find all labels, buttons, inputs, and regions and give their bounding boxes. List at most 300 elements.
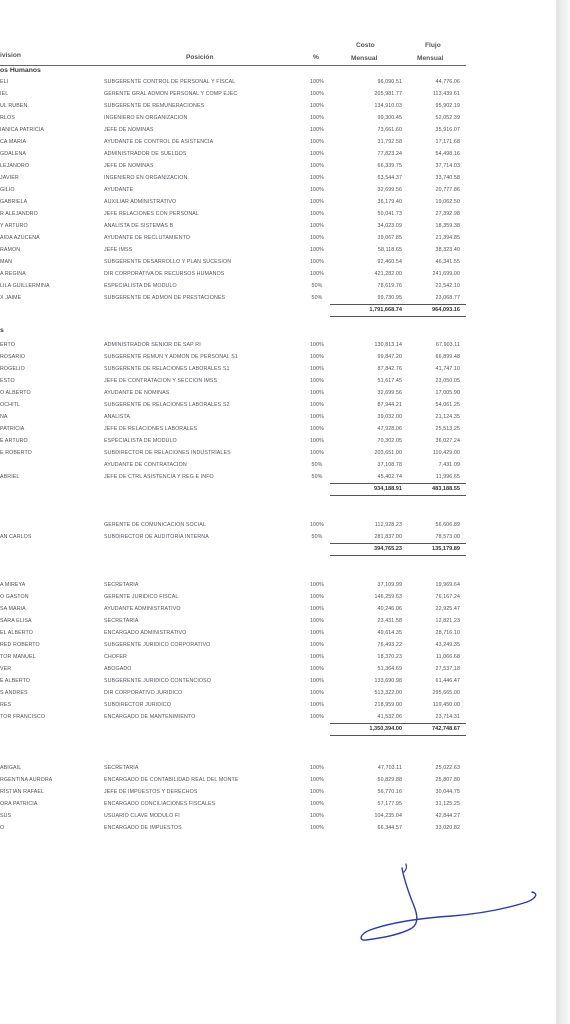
monthly-cost: 92,460.54 xyxy=(377,259,402,265)
employee-name: SARA ELISA xyxy=(0,618,32,624)
position-title: ANALISTA DE SISTEMAS B xyxy=(104,223,174,229)
monthly-cost: 58,118.65 xyxy=(377,247,402,253)
monthly-cost: 39,032.00 xyxy=(377,414,402,420)
table-row xyxy=(0,823,470,834)
employee-name: RISTIAN RAFAEL xyxy=(0,789,45,795)
monthly-cost: 218,959.00 xyxy=(374,702,402,708)
employee-name: E ROBERTO xyxy=(0,450,32,456)
position-title: GERENTE JURIDICO FISCAL xyxy=(104,594,179,600)
percent-cell: 100% xyxy=(310,91,324,97)
percent-cell: 100% xyxy=(310,777,324,783)
position-title: AYUDANTE DE NOMINAS xyxy=(104,390,170,396)
table-row xyxy=(0,448,470,459)
employee-name: JAVIER xyxy=(0,175,19,181)
subtotal-rule xyxy=(330,483,466,484)
table-row xyxy=(0,763,470,774)
position-title: GERENTE DE COMUNICACION SOCIAL xyxy=(104,522,206,528)
percent-cell: 100% xyxy=(310,187,324,193)
employee-name: RED ROBERTO xyxy=(0,642,40,648)
monthly-cost: 78,619.76 xyxy=(377,283,402,289)
percent-cell: 100% xyxy=(310,594,324,600)
table-row xyxy=(0,125,470,136)
table-row xyxy=(0,269,470,280)
percent-cell: 100% xyxy=(310,801,324,807)
table-row xyxy=(0,77,470,88)
subtotal-rule xyxy=(330,543,466,544)
percent-cell: 100% xyxy=(310,414,324,420)
position-title: JEFE DE RELACIONES LABORALES xyxy=(104,426,198,432)
percent-cell: 100% xyxy=(310,199,324,205)
monthly-cost: 99,300.45 xyxy=(377,115,402,121)
table-row xyxy=(0,676,470,687)
monthly-cost: 146,259.63 xyxy=(374,594,402,600)
monthly-cost: 203,651.00 xyxy=(374,450,402,456)
monthly-flow: 43,249.35 xyxy=(435,642,460,648)
percent-cell: 100% xyxy=(310,438,324,444)
position-title: SUBDIRECTOR JURIDICO xyxy=(104,702,171,708)
monthly-cost: 73,661.60 xyxy=(377,127,402,133)
employee-name: RES xyxy=(0,702,12,708)
header-flow-monthly: Mensual xyxy=(417,55,444,62)
monthly-cost: 133,690.98 xyxy=(374,678,402,684)
monthly-flow: 12,821.23 xyxy=(435,618,460,624)
employee-name: ERTO xyxy=(0,342,15,348)
table-row xyxy=(0,775,470,786)
subtotal-cost: 394,765.23 xyxy=(374,546,402,552)
monthly-cost: 130,813.14 xyxy=(374,342,402,348)
monthly-cost: 57,177.95 xyxy=(377,801,402,807)
table-row xyxy=(0,580,470,591)
position-title: SUBGERENTE DE REMUNERACIONES xyxy=(104,103,205,109)
monthly-flow: 295,665.00 xyxy=(432,690,460,696)
percent-cell: 100% xyxy=(310,223,324,229)
position-title: ANALISTA xyxy=(104,414,131,420)
position-title: JEFE DE CTRL ASISTENCIA Y REG E INFO xyxy=(104,474,214,480)
monthly-cost: 37,108.78 xyxy=(377,462,402,468)
monthly-flow: 110,429.00 xyxy=(432,450,460,456)
position-title: SUBGERENTE JURIDICO CONTENCIOSO xyxy=(104,678,211,684)
percent-cell: 100% xyxy=(310,789,324,795)
employee-name: ELI xyxy=(0,79,9,85)
table-row xyxy=(0,799,470,810)
employee-name: ORA PATRICIA xyxy=(0,801,38,807)
subtotal-flow: 742,748.67 xyxy=(432,726,460,732)
monthly-cost: 99,847.20 xyxy=(377,354,402,360)
table-row xyxy=(0,293,470,304)
table-row xyxy=(0,412,470,423)
percent-cell: 50% xyxy=(311,534,323,540)
employee-name: AIDA AZUCENA xyxy=(0,235,40,241)
monthly-cost: 23,431.58 xyxy=(377,618,402,624)
monthly-flow: 37,714.03 xyxy=(435,163,460,169)
monthly-flow: 61,446.47 xyxy=(435,678,460,684)
position-title: GERENTE GRAL ADMON PERSONAL Y COMP EJEC xyxy=(104,91,238,97)
position-title: SUBDIRECTOR DE AUDITORIA INTERNA xyxy=(104,534,209,540)
table-row xyxy=(0,376,470,387)
header-rule xyxy=(0,65,466,66)
monthly-cost: 87,944.21 xyxy=(377,402,402,408)
monthly-flow: 23,714.31 xyxy=(435,714,460,720)
monthly-flow: 44,776.06 xyxy=(435,79,460,85)
table-row xyxy=(0,173,470,184)
monthly-flow: 95,902.19 xyxy=(435,103,460,109)
monthly-flow: 23,050.05 xyxy=(435,378,460,384)
position-title: INGENIERO EN ORGANIZACION xyxy=(104,115,188,121)
monthly-cost: 45,402.74 xyxy=(377,474,402,480)
monthly-cost: 39,067.85 xyxy=(377,235,402,241)
monthly-cost: 36,179.40 xyxy=(377,199,402,205)
employee-name: O GASTON xyxy=(0,594,29,600)
monthly-cost: 34,023.09 xyxy=(377,223,402,229)
percent-cell: 100% xyxy=(310,271,324,277)
percent-cell: 100% xyxy=(310,163,324,169)
table-row xyxy=(0,101,470,112)
percent-cell: 100% xyxy=(310,151,324,157)
percent-cell: 100% xyxy=(310,450,324,456)
monthly-flow: 22,542.10 xyxy=(435,283,460,289)
employee-name: LEJANDRO xyxy=(0,163,30,169)
subtotal-double-rule xyxy=(330,316,466,317)
percent-cell: 100% xyxy=(310,259,324,265)
employee-name: OCHITL xyxy=(0,402,21,408)
monthly-flow: 11,996.65 xyxy=(435,474,460,480)
employee-name: ABIGAIL xyxy=(0,765,22,771)
monthly-flow: 7,431.09 xyxy=(438,462,460,468)
table-row xyxy=(0,221,470,232)
table-row xyxy=(0,424,470,435)
position-title: SUBGERENTE DE RELACIONES LABORALES S1 xyxy=(104,366,230,372)
subtotal-cost: 1,350,394.00 xyxy=(369,726,402,732)
table-row xyxy=(0,520,470,531)
subtotal-flow: 135,179.89 xyxy=(432,546,460,552)
section-title: s xyxy=(0,327,4,334)
position-title: DIR CORPORATIVA DE RECURSOS HUMANOS xyxy=(104,271,225,277)
position-title: ENCARGADO DE MANTENIMIENTO xyxy=(104,714,196,720)
monthly-flow: 46,341.55 xyxy=(435,259,460,265)
employee-name: O ALBERTO xyxy=(0,390,31,396)
monthly-cost: 63,544.37 xyxy=(377,175,402,181)
table-row xyxy=(0,209,470,220)
header-division: ivision xyxy=(0,52,21,59)
position-title: AYUDANTE ADMINISTRATIVO xyxy=(104,606,181,612)
monthly-cost: 513,322.00 xyxy=(374,690,402,696)
monthly-cost: 41,532.06 xyxy=(377,714,402,720)
monthly-flow: 19,062.50 xyxy=(435,199,460,205)
subtotal-rule xyxy=(330,304,466,305)
subtotal-row xyxy=(0,725,470,735)
header-percent: % xyxy=(313,54,319,61)
monthly-cost: 31,792.58 xyxy=(377,139,402,145)
employee-name: VER xyxy=(0,666,12,672)
percent-cell: 100% xyxy=(310,702,324,708)
table-row xyxy=(0,113,470,124)
employee-name: IEL xyxy=(0,91,9,97)
subtotal-flow: 483,188.55 xyxy=(432,486,460,492)
position-title: JEFE DE NOMINAS xyxy=(104,127,154,133)
monthly-flow: 30,044.75 xyxy=(435,789,460,795)
monthly-cost: 134,910.03 xyxy=(374,103,402,109)
position-title: JEFE RELACIONES CON PERSONAL xyxy=(104,211,199,217)
table-row xyxy=(0,652,470,663)
monthly-flow: 28,716.10 xyxy=(435,630,460,636)
monthly-cost: 112,928.23 xyxy=(374,522,402,528)
monthly-flow: 19,969.64 xyxy=(435,582,460,588)
monthly-cost: 76,493.22 xyxy=(377,642,402,648)
monthly-cost: 96,090.51 xyxy=(377,79,402,85)
employee-name: A REGINA xyxy=(0,271,26,277)
monthly-flow: 27,392.98 xyxy=(435,211,460,217)
header-position: Posición xyxy=(186,54,214,61)
employee-name: E ARTURO xyxy=(0,438,28,444)
table-row xyxy=(0,388,470,399)
percent-cell: 100% xyxy=(310,630,324,636)
percent-cell: 100% xyxy=(310,618,324,624)
monthly-flow: 78,573.00 xyxy=(435,534,460,540)
monthly-flow: 113,439.61 xyxy=(432,91,460,97)
employee-name: ESTO xyxy=(0,378,15,384)
monthly-cost: 51,364.69 xyxy=(377,666,402,672)
subtotal-flow: 964,093.16 xyxy=(432,307,460,313)
monthly-flow: 25,513.25 xyxy=(435,426,460,432)
monthly-flow: 21,394.85 xyxy=(435,235,460,241)
table-row xyxy=(0,161,470,172)
employee-name: R ALEJANDRO xyxy=(0,211,38,217)
header-cost-monthly: Mensual xyxy=(351,55,378,62)
table-row xyxy=(0,400,470,411)
monthly-cost: 281,837.00 xyxy=(374,534,402,540)
subtotal-cost: 934,188.91 xyxy=(374,486,402,492)
percent-cell: 100% xyxy=(310,825,324,831)
employee-name: EL ALBERTO xyxy=(0,630,33,636)
monthly-flow: 66,899.48 xyxy=(435,354,460,360)
employee-name: TOR MANUEL xyxy=(0,654,36,660)
position-title: SUBGERENTE DE RELACIONES LABORALES S2 xyxy=(104,402,230,408)
monthly-flow: 23,068.77 xyxy=(435,295,460,301)
monthly-cost: 66,344.57 xyxy=(377,825,402,831)
percent-cell: 100% xyxy=(310,582,324,588)
position-title: AUXILIAR ADMINISTRATIVO xyxy=(104,199,177,205)
position-title: ENCARGADO ADMINISTRATIVO xyxy=(104,630,187,636)
table-row xyxy=(0,811,470,822)
subtotal-double-rule xyxy=(330,555,466,556)
employee-name: ABRIEL xyxy=(0,474,20,480)
monthly-flow: 38,323.40 xyxy=(435,247,460,253)
monthly-cost: 66,339.75 xyxy=(377,163,402,169)
signature-image xyxy=(352,858,542,958)
table-row xyxy=(0,604,470,615)
percent-cell: 100% xyxy=(310,115,324,121)
monthly-cost: 37,109.99 xyxy=(377,582,402,588)
table-row xyxy=(0,281,470,292)
employee-name: Y ARTURO xyxy=(0,223,28,229)
position-title: JEFE DE IMPUESTOS Y DERECHOS xyxy=(104,789,198,795)
employee-name: ROSARIO xyxy=(0,354,26,360)
percent-cell: 100% xyxy=(310,247,324,253)
percent-cell: 100% xyxy=(310,642,324,648)
monthly-flow: 54,061.25 xyxy=(435,402,460,408)
percent-cell: 100% xyxy=(310,127,324,133)
monthly-cost: 56,770.16 xyxy=(377,789,402,795)
percent-cell: 100% xyxy=(310,390,324,396)
percent-cell: 100% xyxy=(310,654,324,660)
table-row xyxy=(0,787,470,798)
header-flow: Flujo xyxy=(425,42,441,49)
monthly-flow: 42,844.27 xyxy=(435,813,460,819)
table-row xyxy=(0,352,470,363)
monthly-cost: 32,699.56 xyxy=(377,390,402,396)
employee-name: S ANDRES xyxy=(0,690,28,696)
percent-cell: 100% xyxy=(310,813,324,819)
table-row xyxy=(0,592,470,603)
percent-cell: 50% xyxy=(311,295,323,301)
percent-cell: 100% xyxy=(310,765,324,771)
employee-name: ROGELIO xyxy=(0,366,25,372)
percent-cell: 100% xyxy=(310,402,324,408)
employee-name: E ALBERTO xyxy=(0,678,31,684)
position-title: ENCARGADO DE CONTABILIDAD REAL DEL MONTE xyxy=(104,777,239,783)
table-row xyxy=(0,712,470,723)
percent-cell: 100% xyxy=(310,426,324,432)
position-title: USUARIO CLAVE MODULO FI xyxy=(104,813,180,819)
employee-name: GDALENA xyxy=(0,151,27,157)
position-title: SUBGERENTE DESARROLLO Y PLAN SUCESION xyxy=(104,259,232,265)
monthly-flow: 76,167.24 xyxy=(435,594,460,600)
monthly-cost: 18,370.23 xyxy=(377,654,402,660)
percent-cell: 100% xyxy=(310,211,324,217)
position-title: SUBGERENTE CONTROL DE PERSONAL Y FISCAL xyxy=(104,79,236,85)
position-title: INGENIERO EN ORGANIZACION xyxy=(104,175,188,181)
percent-cell: 50% xyxy=(311,283,323,289)
employee-name: LILA GUILLERMINA xyxy=(0,283,50,289)
subtotal-row xyxy=(0,306,470,316)
monthly-flow: 22,925.47 xyxy=(435,606,460,612)
percent-cell: 100% xyxy=(310,378,324,384)
position-title: SUBGERENTE JURIDICO CORPORATIVO xyxy=(104,642,211,648)
employee-name: TOR FRANCISCO xyxy=(0,714,46,720)
monthly-cost: 77,823.24 xyxy=(377,151,402,157)
monthly-flow: 18,359.38 xyxy=(435,223,460,229)
percent-cell: 100% xyxy=(310,139,324,145)
subtotal-double-rule xyxy=(330,735,466,736)
table-row xyxy=(0,185,470,196)
monthly-flow: 56,606.89 xyxy=(435,522,460,528)
monthly-flow: 25,807.80 xyxy=(435,777,460,783)
position-title: AYUDANTE DE CONTRATACION xyxy=(104,462,187,468)
percent-cell: 100% xyxy=(310,678,324,684)
position-title: AYUDANTE xyxy=(104,187,134,193)
employee-name: A MIREYA xyxy=(0,582,26,588)
employee-name: GILIO xyxy=(0,187,15,193)
employee-name: RLOS xyxy=(0,115,15,121)
percent-cell: 100% xyxy=(310,354,324,360)
monthly-flow: 20,777.86 xyxy=(435,187,460,193)
position-title: ESPECIALISTA DE MODULO xyxy=(104,283,177,289)
percent-cell: 100% xyxy=(310,690,324,696)
percent-cell: 50% xyxy=(311,474,323,480)
table-row xyxy=(0,460,470,471)
employee-name: X JAIME xyxy=(0,295,22,301)
monthly-flow: 67,903.11 xyxy=(435,342,460,348)
position-title: ADMINISTRADOR DE SUELDOS xyxy=(104,151,187,157)
subtotal-row xyxy=(0,545,470,555)
percent-cell: 100% xyxy=(310,666,324,672)
position-title: ENCARGADO CONCILIACIONES FISCALES xyxy=(104,801,216,807)
table-row xyxy=(0,233,470,244)
position-title: ESPECIALISTA DE MODULO xyxy=(104,438,177,444)
table-row xyxy=(0,197,470,208)
subtotal-cost: 1,791,668.74 xyxy=(369,307,402,313)
subtotal-rule xyxy=(330,723,466,724)
table-row xyxy=(0,149,470,160)
section-title: os Humanos xyxy=(0,67,41,74)
employee-name: AN CARLOS xyxy=(0,534,32,540)
monthly-flow: 17,005.90 xyxy=(435,390,460,396)
employee-name: O xyxy=(0,825,5,831)
monthly-cost: 104,235.04 xyxy=(374,813,402,819)
table-row xyxy=(0,700,470,711)
percent-cell: 100% xyxy=(310,714,324,720)
monthly-cost: 87,842.76 xyxy=(377,366,402,372)
monthly-cost: 49,614.35 xyxy=(377,630,402,636)
monthly-flow: 41,747.10 xyxy=(435,366,460,372)
percent-cell: 100% xyxy=(310,342,324,348)
monthly-flow: 27,537.18 xyxy=(435,666,460,672)
percent-cell: 100% xyxy=(310,366,324,372)
monthly-flow: 17,171.68 xyxy=(435,139,460,145)
monthly-flow: 35,916.07 xyxy=(435,127,460,133)
position-title: SECRETARIA xyxy=(104,582,139,588)
employee-name: GABRIELA xyxy=(0,199,28,205)
table-row xyxy=(0,472,470,483)
employee-name: PATRICIA xyxy=(0,426,25,432)
monthly-flow: 31,125.25 xyxy=(435,801,460,807)
employee-name: RGENTINA AURORA xyxy=(0,777,53,783)
table-row xyxy=(0,257,470,268)
monthly-flow: 25,022.63 xyxy=(435,765,460,771)
header-cost: Costo xyxy=(356,42,375,49)
position-title: JEFE IMSS xyxy=(104,247,133,253)
table-row xyxy=(0,340,470,351)
monthly-cost: 99,730.95 xyxy=(377,295,402,301)
monthly-flow: 36,027.24 xyxy=(435,438,460,444)
position-title: CHOFER xyxy=(104,654,127,660)
monthly-cost: 70,302.05 xyxy=(377,438,402,444)
percent-cell: 100% xyxy=(310,522,324,528)
page-edge-shadow xyxy=(557,0,570,1024)
employee-name: RAMON xyxy=(0,247,21,253)
position-title: SUBGERENTE DE ADMON DE PRESTACIONES xyxy=(104,295,226,301)
position-title: ENCARGADO DE IMPUESTOS xyxy=(104,825,182,831)
position-title: SUBGERENTE REMUN Y ADMON DE PERSONAL S1 xyxy=(104,354,238,360)
employee-name: UL RUBEN xyxy=(0,103,28,109)
employee-name: IANICA PATRICIA xyxy=(0,127,44,133)
monthly-cost: 47,703.11 xyxy=(377,765,402,771)
monthly-flow: 21,124.35 xyxy=(435,414,460,420)
employee-name: MAN xyxy=(0,259,13,265)
monthly-cost: 205,981.77 xyxy=(374,91,402,97)
monthly-cost: 47,928.06 xyxy=(377,426,402,432)
subtotal-row xyxy=(0,485,470,495)
monthly-cost: 40,246.06 xyxy=(377,606,402,612)
table-row xyxy=(0,532,470,543)
table-row xyxy=(0,628,470,639)
percent-cell: 100% xyxy=(310,606,324,612)
percent-cell: 100% xyxy=(310,103,324,109)
percent-cell: 100% xyxy=(310,235,324,241)
position-title: AYUDANTE DE CONTROL DE ASISTENCIA xyxy=(104,139,214,145)
percent-cell: 100% xyxy=(310,175,324,181)
monthly-cost: 50,829.88 xyxy=(377,777,402,783)
